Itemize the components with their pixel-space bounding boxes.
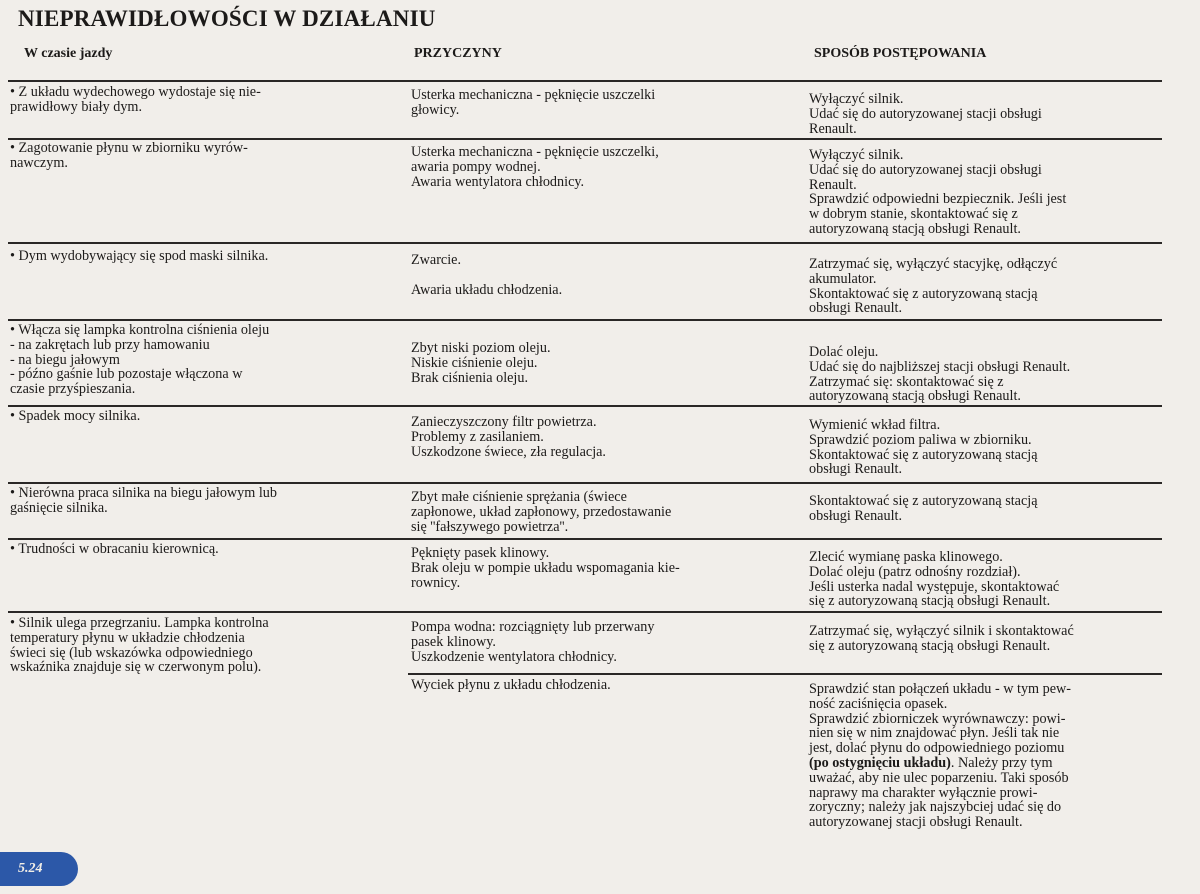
cause-cell: Pompa wodna: rozciągnięty lub przerwany pasek klinowy. Uszkodzenie wentylatora chłodnicy.	[411, 619, 655, 665]
column-header-action: SPOSÓB POSTĘPOWANIA	[814, 46, 987, 61]
bold-note: (po ostygnięciu układu)	[809, 754, 951, 771]
row-divider	[8, 242, 1162, 244]
action-cell: Wyłączyć silnik. Udać się do autoryzowanej stacji obsługi Renault.	[809, 91, 1042, 137]
cause-cell: Wyciek płynu z układu chłodzenia.	[411, 677, 611, 693]
cause-cell: Zbyt niski poziom oleju. Niskie ciśnienie oleju. Brak ciśnienia oleju.	[411, 340, 551, 386]
action-cell: Zlecić wymianę paska klinowego. Dolać oleju (patrz odnośny rozdział). Jeśli usterka nadal występuje, skontaktować się z autoryzowaną stacją obsługi Renault.	[809, 549, 1060, 610]
symptom-cell: • Dym wydobywający się spod maski silnika.	[10, 248, 269, 264]
symptom-cell: • Włącza się lampka kontrolna ciśnienia oleju - na zakrętach lub przy hamowaniu - na biegu jałowym - późno gaśnie lub pozostaje włączona w czasie przyśpieszania.	[10, 322, 270, 398]
column-header-cause: PRZYCZYNY	[414, 46, 502, 61]
action-cell: Zatrzymać się, wyłączyć silnik i skontaktować się z autoryzowaną stacją obsługi Renault.	[809, 623, 1074, 654]
cause-cell: Zanieczyszczony filtr powietrza. Problemy z zasilaniem. Uszkodzone świece, zła regulacja.	[411, 414, 606, 460]
action-cell: Dolać oleju. Udać się do najbliższej stacji obsługi Renault. Zatrzymać się: skontaktować się z autoryzowaną stacją obsługi Renault.	[809, 344, 1071, 405]
symptom-cell: • Z układu wydechowego wydostaje się nie- prawidłowy biały dym.	[10, 84, 261, 115]
symptom-cell: • Trudności w obracaniu kierownicą.	[10, 541, 219, 557]
symptom-cell: • Spadek mocy silnika.	[10, 408, 141, 424]
row-divider	[8, 80, 1162, 82]
row-divider	[8, 319, 1162, 321]
page-title: NIEPRAWIDŁOWOŚCI W DZIAŁANIU	[18, 6, 436, 31]
cause-cell: Usterka mechaniczna - pęknięcie uszczelki, awaria pompy wodnej. Awaria wentylatora chłodnicy.	[411, 144, 659, 190]
symptom-cell: • Zagotowanie płynu w zbiorniku wyrów- nawczym.	[10, 140, 248, 171]
row-divider	[8, 611, 1162, 613]
cause-cell: Zwarcie. Awaria układu chłodzenia.	[411, 252, 563, 298]
action-cell: Zatrzymać się, wyłączyć stacyjkę, odłączyć akumulator. Skontaktować się z autoryzowaną stacją obsługi Renault.	[809, 256, 1058, 317]
cause-cell: Usterka mechaniczna - pęknięcie uszczelki głowicy.	[411, 87, 656, 118]
cause-cell: Pęknięty pasek klinowy. Brak oleju w pompie układu wspomagania kie- rownicy.	[411, 545, 680, 591]
action-cell: Skontaktować się z autoryzowaną stacją obsługi Renault.	[809, 493, 1038, 524]
action-cell: Wyłączyć silnik. Udać się do autoryzowanej stacji obsługi Renault. Sprawdzić odpowiedni bezpiecznik. Jeśli jest w dobrym stanie, skontaktować się z autoryzowaną stacją obsługi Renault.	[809, 147, 1067, 237]
column-header-symptom: W czasie jazdy	[24, 46, 113, 61]
symptom-cell: • Silnik ulega przegrzaniu. Lampka kontrolna temperatury płynu w układzie chłodzenia świeci się (lub wskazówka odpowiedniego wskaźnika znajduje się w czerwonym polu).	[10, 615, 269, 676]
row-divider	[8, 482, 1162, 484]
page-number-badge: 5.24	[0, 852, 78, 886]
symptom-cell: • Nierówna praca silnika na biegu jałowym lub gaśnięcie silnika.	[10, 485, 277, 516]
row-divider	[408, 673, 1162, 675]
action-cell: Sprawdzić stan połączeń układu - w tym pew- ność zaciśnięcia opasek. Sprawdzić zbiorniczek wyrównawczy: powi- nien się w nim znajdować płyn. Jeśli tak nie jest, dolać płynu do odpowiedniego poziomu (po ostygnięciu układu). Należy przy tym uważać, aby nie ulec poparzeniu. Taki sposób naprawy ma charakter wyłącznie prowi- zoryczny; należy jak najszybciej udać się do autoryzowanej stacji obsługi Renault.	[809, 681, 1071, 831]
cause-cell: Zbyt małe ciśnienie sprężania (świece zapłonowe, układ zapłonowy, przedostawanie się ''fałszywego powietrza''.	[411, 489, 672, 535]
row-divider	[8, 538, 1162, 540]
action-cell: Wymienić wkład filtra. Sprawdzić poziom paliwa w zbiorniku. Skontaktować się z autoryzowaną stacją obsługi Renault.	[809, 417, 1038, 478]
row-divider	[8, 405, 1162, 407]
